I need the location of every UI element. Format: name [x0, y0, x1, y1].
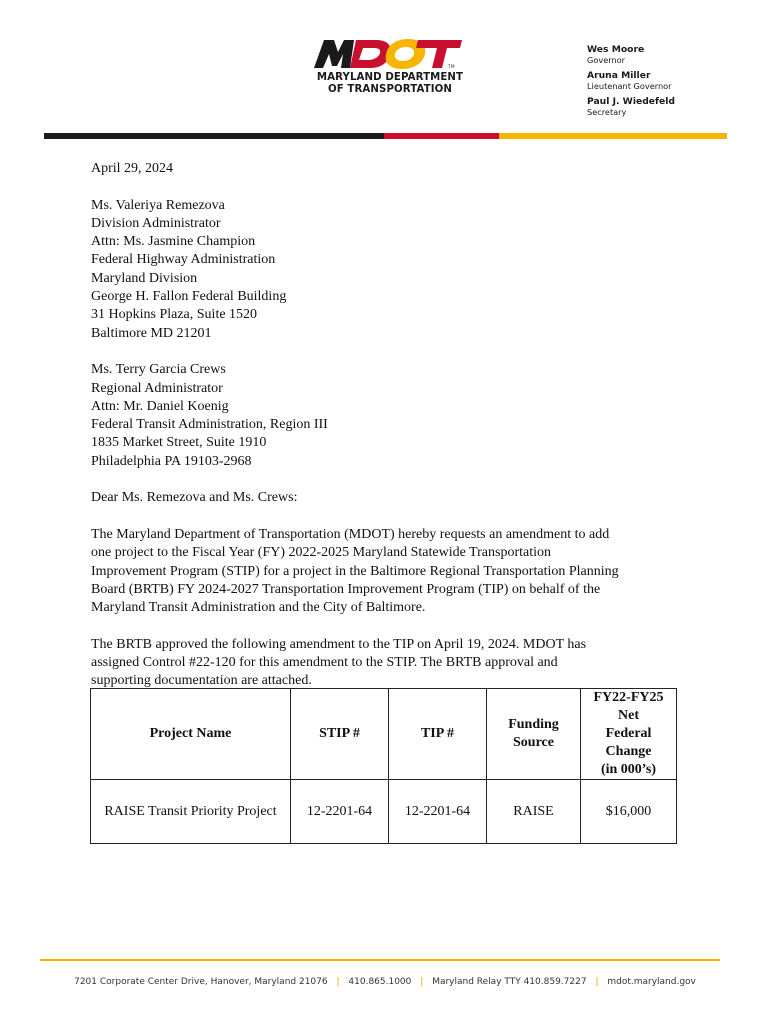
official-lieutenant-governor — [587, 70, 675, 96]
body-line: assigned Control #22-120 for this amendment to the STIP. The BRTB approval and — [91, 655, 558, 671]
header-color-bar — [44, 133, 727, 139]
address-line: Philadelphia PA 19103-2968 — [91, 453, 252, 469]
body-line: supporting documentation are attached. — [91, 673, 312, 689]
body-line: Improvement Program (STIP) for a project in the Baltimore Regional Transportation Planning — [91, 563, 619, 579]
bar-segment-red — [384, 133, 499, 139]
header-funding-source — [487, 689, 581, 780]
cell-project-name: RAISE Transit Priority Project — [91, 780, 291, 844]
official-secretary — [587, 96, 675, 122]
footer-website-link[interactable]: mdot.maryland.gov — [607, 977, 696, 987]
body-line: The Maryland Department of Transportation (MDOT) hereby requests an amendment to add — [91, 526, 610, 542]
address-line: Ms. Valeriya Remezova — [91, 197, 225, 213]
letter-date: April 29, 2024 — [91, 161, 174, 176]
header-project-name: Project Name — [91, 689, 291, 780]
logo-line-2: OF TRANSPORTATION — [327, 84, 453, 95]
address-line: Attn: Ms. Jasmine Champion — [91, 234, 256, 250]
mdot-wordmark-icon — [310, 36, 470, 70]
address-line: 31 Hopkins Plaza, Suite 1520 — [91, 307, 258, 323]
body-line: Maryland Transit Administration and the City of Baltimore. — [91, 600, 426, 616]
body-line: The BRTB approved the following amendment to the TIP on April 19, 2024. MDOT has — [91, 636, 587, 652]
address-line: Regional Administrator — [91, 380, 223, 396]
official-title: Lieutenant Governor — [587, 81, 672, 91]
address-line: Attn: Mr. Daniel Koenig — [91, 398, 229, 414]
bar-segment-black — [44, 133, 384, 139]
cell-tip: 12-2201-64 — [389, 780, 487, 844]
cell-funding-source: RAISE — [487, 780, 581, 844]
amendment-table — [90, 688, 677, 844]
header-stip: STIP # — [291, 689, 389, 780]
bar-segment-yellow — [499, 133, 727, 139]
footer-address: 7201 Corporate Center Drive, Hanover, Maryland 21076 — [74, 977, 328, 987]
officials-list — [587, 44, 675, 122]
official-governor — [587, 44, 675, 70]
header-tip: TIP # — [389, 689, 487, 780]
recipient-block-fta — [91, 361, 681, 471]
trademark-mark: TM — [448, 65, 455, 70]
address-line: Federal Transit Administration, Region III — [91, 417, 328, 433]
footer-rule — [40, 959, 720, 961]
address-line: George H. Fallon Federal Building — [91, 289, 287, 305]
address-line: Baltimore MD 21201 — [91, 325, 212, 341]
header-text-line: Funding — [508, 717, 559, 732]
body-line: Board (BRTB) FY 2024-2027 Transportation Improvement Program (TIP) on behalf of the — [91, 581, 601, 597]
table-header-row — [91, 689, 677, 780]
official-name: Paul J. Wiedefeld — [587, 96, 675, 107]
letter-body — [91, 160, 681, 709]
address-line: Maryland Division — [91, 270, 198, 286]
official-title: Secretary — [587, 107, 627, 117]
address-line: Division Administrator — [91, 215, 221, 231]
header-text-line: (in 000’s) — [600, 762, 657, 777]
cell-net-federal-change: $16,000 — [581, 780, 677, 844]
header-text-line: Net — [618, 708, 639, 723]
footer-separator: | — [336, 977, 340, 987]
footer-separator: | — [595, 977, 599, 987]
header-net-federal-change — [581, 689, 677, 780]
body-paragraph-1 — [91, 526, 681, 617]
footer-relay: Maryland Relay TTY 410.859.7227 — [432, 977, 587, 987]
header-text-line: Federal — [605, 726, 652, 741]
address-line: 1835 Market Street, Suite 1910 — [91, 435, 267, 451]
cell-stip: 12-2201-64 — [291, 780, 389, 844]
header-text-line: Change — [605, 744, 652, 759]
header-text-line: Source — [513, 735, 554, 750]
footer-separator: | — [420, 977, 424, 987]
body-line: one project to the Fiscal Year (FY) 2022-2025 Maryland Statewide Transportation — [91, 545, 551, 561]
logo-line-1: MARYLAND DEPARTMENT — [316, 72, 464, 83]
footer-phone: 410.865.1000 — [348, 977, 412, 987]
recipient-block-fhwa — [91, 197, 681, 343]
address-line: Federal Highway Administration — [91, 252, 276, 268]
body-paragraph-2 — [91, 636, 681, 691]
address-line: Ms. Terry Garcia Crews — [91, 362, 226, 378]
table-row — [91, 780, 677, 844]
salutation: Dear Ms. Remezova and Ms. Crews: — [91, 490, 298, 506]
header-text-line: FY22-FY25 — [593, 690, 664, 705]
mdot-logo — [310, 36, 470, 98]
official-name: Wes Moore — [587, 44, 645, 55]
footer-contact — [0, 977, 770, 987]
official-name: Aruna Miller — [587, 70, 651, 81]
official-title: Governor — [587, 55, 626, 65]
